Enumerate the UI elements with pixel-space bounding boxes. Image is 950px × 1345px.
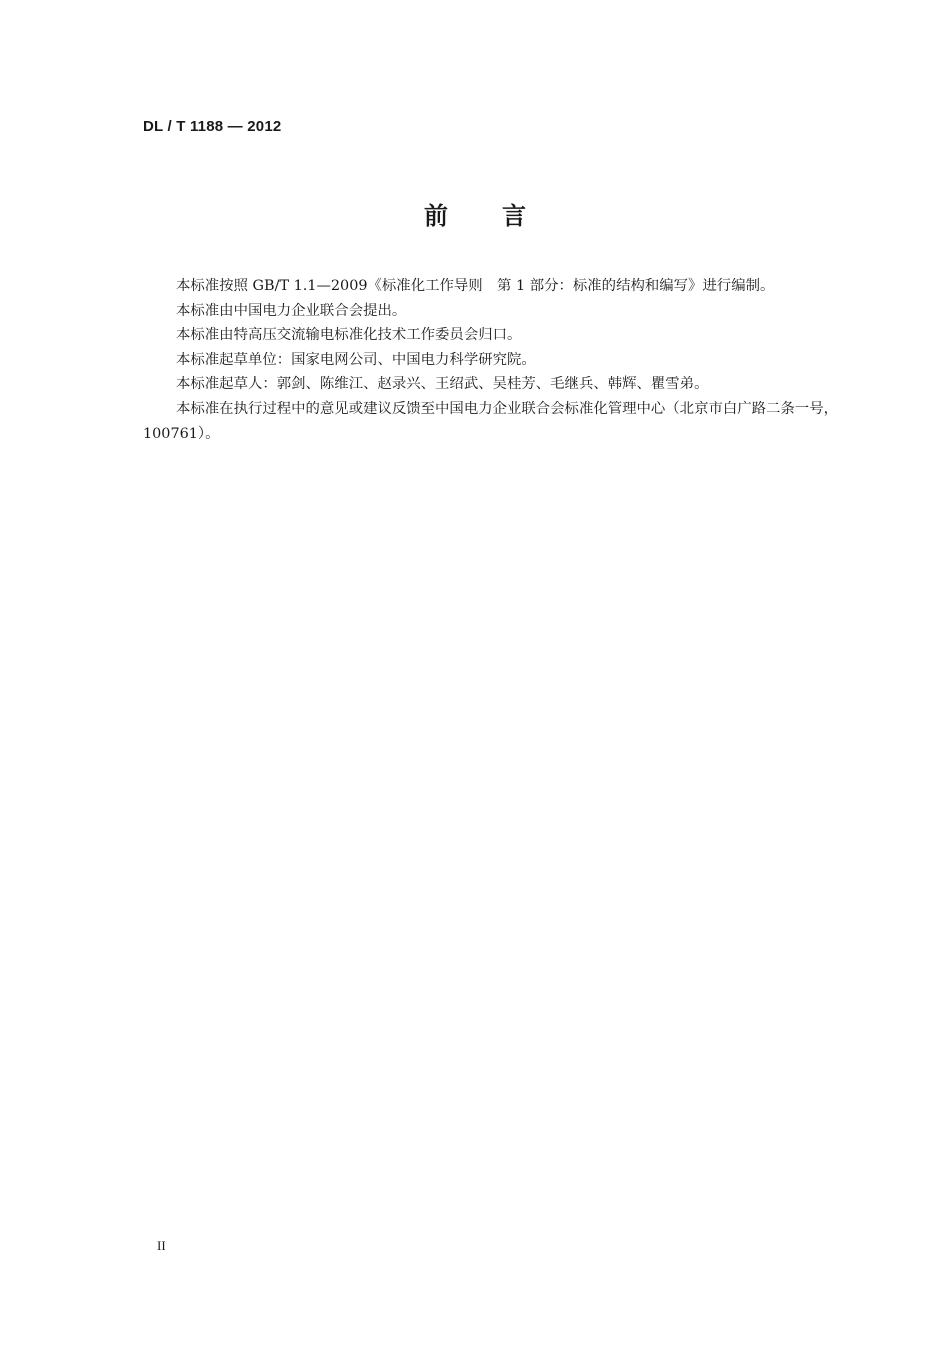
preface-paragraph: 本标准按照 GB/T 1.1—2009《标准化工作导则 第 1 部分：标准的结构和编写》进行编制。 xyxy=(176,278,775,294)
preface-body xyxy=(143,274,895,446)
preface-paragraph: 本标准在执行过程中的意见或建议反馈至中国电力企业联合会标准化管理中心（北京市白广路二条一号，100761）。 xyxy=(143,400,838,442)
preface-paragraph: 本标准起草单位：国家电网公司、中国电力科学研究院。 xyxy=(176,351,536,368)
standard-code: DL / T 1188 — 2012 xyxy=(143,118,282,135)
preface-paragraph: 本标准由特高压交流输电标准化技术工作委员会归口。 xyxy=(176,327,522,344)
page-title: 前言 xyxy=(424,202,580,230)
preface-paragraph: 本标准由中国电力企业联合会提出。 xyxy=(176,302,407,319)
preface-paragraph: 本标准起草人：郭剑、陈维江、赵录兴、王绍武、吴桂芳、毛继兵、韩辉、瞿雪弟。 xyxy=(176,376,709,393)
page-number: II xyxy=(157,1238,166,1253)
